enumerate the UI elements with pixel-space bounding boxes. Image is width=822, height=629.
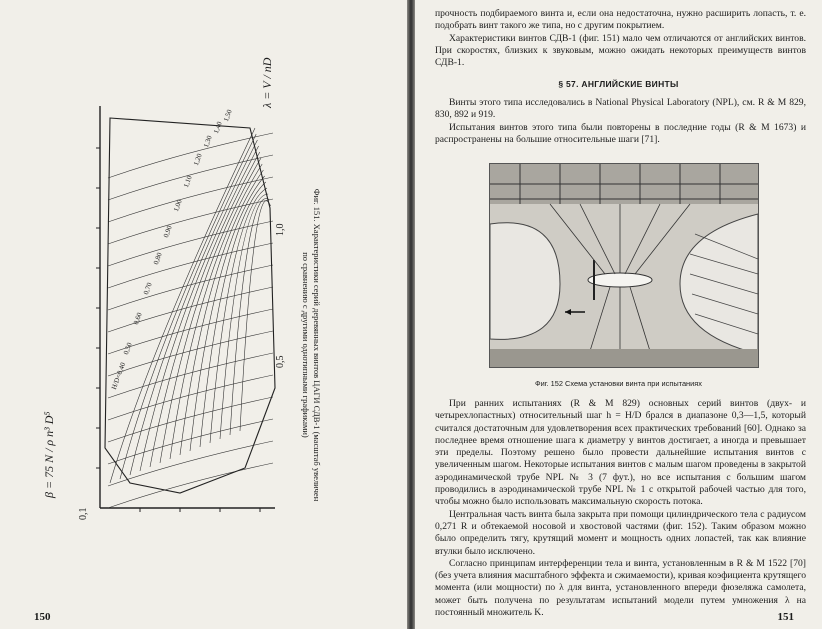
- efficiency-curve: [108, 199, 273, 244]
- beta-formula: β = 75 N / ρ n³ D⁵: [42, 411, 56, 498]
- pitch-curve: [170, 164, 262, 459]
- paragraph-rm1673: Испытания винтов этого типа были повторены в последние годы (R & M 1673) и распространены на большие относительные шаги [71].: [435, 121, 806, 145]
- figure-152-photo: [489, 163, 759, 368]
- efficiency-curve: [108, 221, 273, 266]
- left-page: [0, 0, 407, 629]
- pitch-curve: [180, 170, 263, 455]
- pitch-curve: [230, 199, 269, 435]
- efficiency-curve: [108, 331, 273, 376]
- pitch-curve: [220, 194, 268, 439]
- curve-label-060: 0,60: [132, 311, 144, 326]
- curve-label-070: 0,70: [142, 281, 154, 296]
- efficiency-curve: [108, 309, 273, 354]
- caption-line-2: по сравнению с другими однотипными графиками): [301, 252, 311, 438]
- y-tick-01: 0,1: [78, 507, 89, 520]
- book-gutter: [407, 0, 415, 629]
- paragraph-continuation: прочность подбираемого винта и, если она недостаточна, нужно расширить лопасть, т. е. подобрать винт такого же типа, но с другим покрытием.: [435, 8, 806, 32]
- caption-line-1: Фиг. 151. Характеристики серий деревянных винтов ЦАГИ СДВ-1 (масштаб увеличен: [312, 188, 322, 502]
- page-number-left: 150: [34, 611, 51, 623]
- pitch-curve: [200, 182, 266, 447]
- nomogram-chart: [70, 88, 370, 598]
- section-title: § 57. АНГЛИЙСКИЕ ВИНТЫ: [558, 79, 679, 89]
- curve-label-040: H/D=0,40: [110, 361, 128, 391]
- paragraph-sdv: Характеристики винтов СДВ-1 (фиг. 151) мало чем отличаются от английских винтов. При скоростях, близких к звуковым, можно ожидать некоторых преимуществ винтов СДВ-1.: [435, 32, 806, 69]
- efficiency-curve: [108, 243, 273, 288]
- top-text-block: [435, 8, 806, 69]
- efficiency-curve: [108, 353, 273, 398]
- paragraph-early-tests: При ранних испытаниях (R & M 829) основных серий винтов (двух- и четырехлопастных) относительный шаг h = H/D брался в диапазоне 0,3—1,5, который считался достаточным для удовлетворения всех практических требований [60]. Однако за последнее время отношение шага к диаметру у винтов достигает, а иногда и превышает эти пределы. Поэтому решено было провести дальнейшие испытания винтов с увеличенным шагом. Некоторые испытания винтов с малым шагом проведены в закрытой аэродинамической трубе NPL № 3 (7 фут.), но все испытания с большим шагом проводились в аэродинамической трубе NPL № 1 с открытой рабочей частью для того, чтобы можно было использовать максимальную скорость потока.: [435, 398, 806, 508]
- efficiency-curve: [108, 463, 273, 508]
- x-tick-05: 0,5: [275, 355, 286, 368]
- curve-label-150: 1,50: [222, 108, 234, 123]
- paragraph-npl: Винты этого типа исследовались в National Physical Laboratory (NPL), см. R & M 829, 830, 892 и 919.: [435, 97, 806, 121]
- paragraph-central-body: Центральная часть винта была закрыта при помощи цилиндрического тела с радиусом 0,271 R и обтекаемой носовой и хвостовой частями (фиг. 152). Таким образом можно было определить тягу, крутящий момент и мощность одних лопастей, так как влияние втулки было исключено.: [435, 508, 806, 557]
- curve-label-120: 1,20: [192, 152, 204, 167]
- efficiency-curve: [108, 133, 273, 178]
- figure-151-caption: [300, 110, 322, 580]
- wind-tunnel-illustration: [490, 164, 758, 367]
- curve-label-130: 1,30: [202, 134, 214, 149]
- curve-label-090: 0,90: [162, 224, 174, 239]
- curve-label-080: 0,80: [152, 251, 164, 266]
- efficiency-curve: [108, 419, 273, 464]
- x-tick-10: 1,0: [275, 223, 286, 236]
- curve-label-140: 1,40: [212, 120, 224, 135]
- english-props-text: [435, 97, 806, 146]
- pitch-curve: [150, 152, 260, 467]
- pitch-curve: [240, 201, 271, 431]
- page-number-right: 151: [777, 611, 794, 623]
- curve-label-110: 1,10: [182, 174, 194, 189]
- curve-label-050: 0,50: [122, 341, 134, 356]
- paragraph-interference: Согласно принципам интерференции тела и винта, установленным в R & M 1522 [70] (без учета влияния масштабного эффекта и сжимаемости), кривая коэфициента крутящего момента (или мощности) по λ для винта, установленного впереди фюзеляжа самолета, может быть получена по результатам испытаний модели путем умножения λ на постоянный множитель K.: [435, 557, 806, 619]
- right-page: [415, 0, 822, 629]
- pitch-curve: [130, 140, 257, 475]
- figure-151: [42, 57, 370, 598]
- main-text-block: [435, 398, 806, 619]
- curve-label-100: 1,00: [172, 198, 184, 213]
- figure-152-caption: Фиг. 152 Схема установки винта при испытаниях: [535, 379, 702, 388]
- lambda-formula: λ = V / nD: [260, 57, 274, 108]
